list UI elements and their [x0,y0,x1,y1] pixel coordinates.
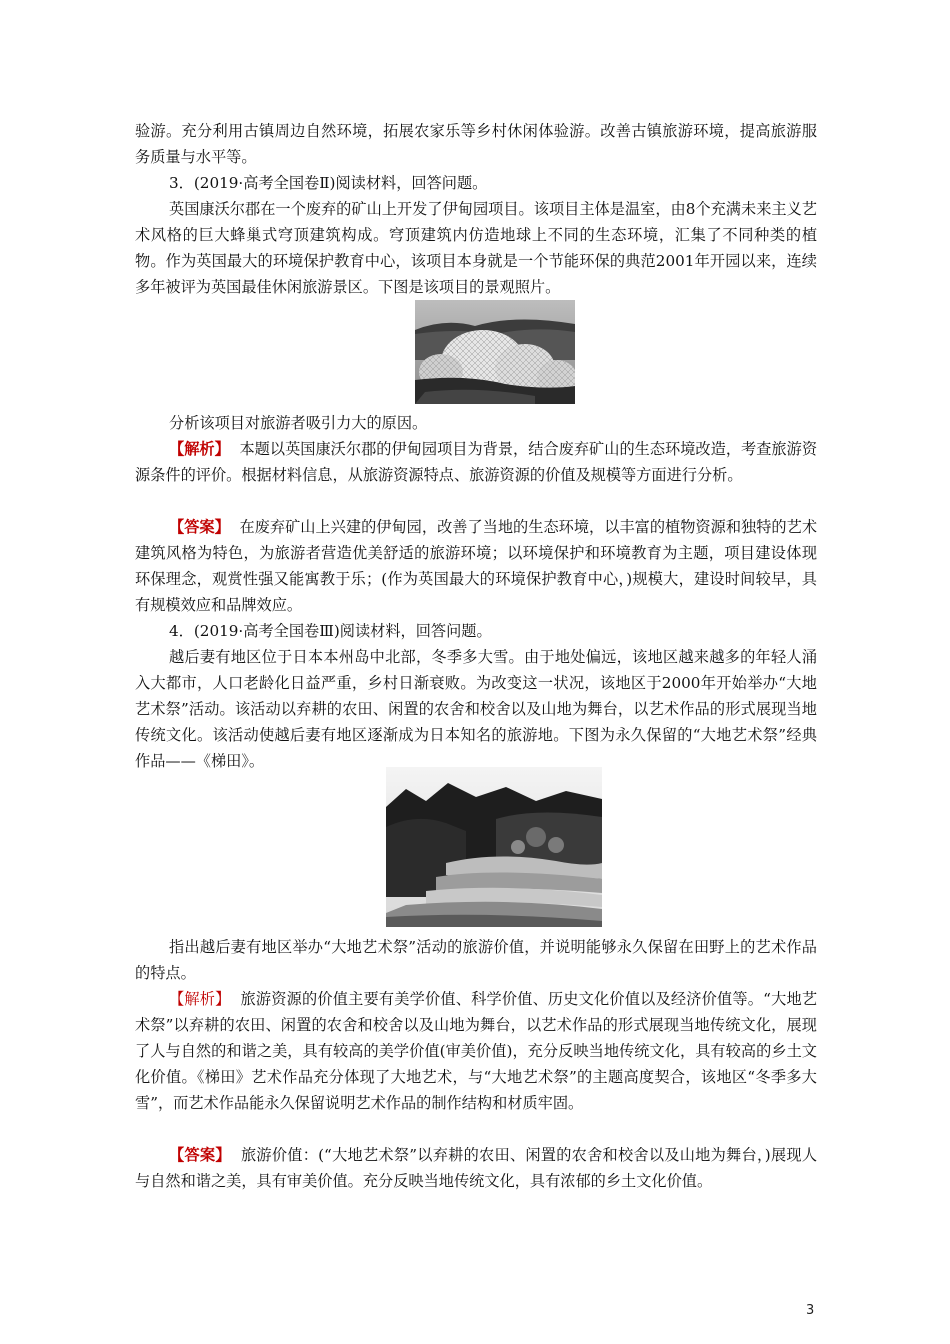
terraced-field-photo [386,767,602,927]
q3-answer [135,514,817,618]
intro-paragraph: 验游。充分利用古镇周边自然环境，拓展农家乐等乡村休闲体验游。改善古镇旅游环境，提高旅游服务质量与水平等。 [135,122,817,166]
q4-analysis-text: 旅游资源的价值主要有美学价值、科学价值、历史文化价值以及经济价值等。“大地艺术祭”以弃耕的农田、闲置的农舍和校舍以及山地为舞台，以艺术作品的形式展现当地传统文化，展现了人与自然的和谐之美，具有较高的美学价值(审美价值)，充分反映当地传统文化，具有较高的乡土文化价值。《梯田》艺术作品充分体现了大地艺术，与“大地艺术祭”的主题高度契合，该地区“冬季多大雪”，而艺术作品能永久保留说明艺术作品的制作结构和材质牢固。 [135,990,818,1112]
analysis-label: 【解析】 [169,990,231,1008]
answer-label: 【答案】 [169,1146,231,1164]
q4-analysis [135,986,817,1116]
eden-dome-image [415,300,575,404]
q3-header: 3．(2019·高考全国卷Ⅱ)阅读材料，回答问题。 [169,174,488,192]
page-number: 3 [806,1303,815,1318]
q3-analysis-text: 本题以英国康沃尔郡的伊甸园项目为背景，结合废弃矿山的生态环境改造，考查旅游资源条件的评价。根据材料信息，从旅游资源特点、旅游资源的价值及规模等方面进行分析。 [135,440,818,484]
q4-material: 越后妻有地区位于日本本州岛中北部，冬季多大雪。由于地处偏远，该地区越来越多的年轻人涌入大都市，人口老龄化日益严重，乡村日渐衰败。为改变这一状况，该地区于2000年开始举办“大地艺术祭”活动。该活动以弃耕的农田、闲置的农舍和校舍以及山地为舞台，以艺术作品的形式展现当地传统文化。该活动使越后妻有地区逐渐成为日本知名的旅游地。下图为永久保留的“大地艺术祭”经典作品——《梯田》。 [135,648,817,770]
answer-label: 【答案】 [169,518,230,536]
q4-answer-text: 旅游价值：(“大地艺术祭”以弃耕的农田、闲置的农舍和校舍以及山地为舞台，)展现人与自然和谐之美，具有审美价值。充分反映当地传统文化，具有浓郁的乡土文化价值。 [135,1146,818,1190]
q4-answer [135,1142,817,1194]
q3-material: 英国康沃尔郡在一个废弃的矿山上开发了伊甸园项目。该项目主体是温室，由8个充满未来主义艺术风格的巨大蜂巢式穹顶建筑构成。穹顶建筑内仿造地球上不同的生态环境，汇集了不同种类的植物。作为英国最大的环境保护教育中心，该项目本身就是一个节能环保的典范2001年开园以来，连续多年被评为英国最佳休闲旅游景区。下图是该项目的景观照片。 [135,200,817,296]
q3-analysis [135,436,817,488]
q4-header: 4．(2019·高考全国卷Ⅲ)阅读材料，回答问题。 [169,622,492,640]
q3-question: 分析该项目对旅游者吸引力大的原因。 [169,414,428,432]
analysis-label: 【解析】 [169,440,230,458]
q4-question: 指出越后妻有地区举办“大地艺术祭”活动的旅游价值，并说明能够永久保留在田野上的艺术作品的特点。 [135,938,817,982]
eden-project-photo [415,300,575,404]
q3-answer-text: 在废弃矿山上兴建的伊甸园，改善了当地的生态环境，以丰富的植物资源和独特的艺术建筑风格为特色，为旅游者营造优美舒适的旅游环境；以环境保护和环境教育为主题，项目建设体现环保理念，观赏性强又能寓教于乐；(作为英国最大的环境保护教育中心，)规模大，建设时间较早，具有规模效应和品牌效应。 [135,518,818,614]
terraced-field-image [386,767,602,927]
